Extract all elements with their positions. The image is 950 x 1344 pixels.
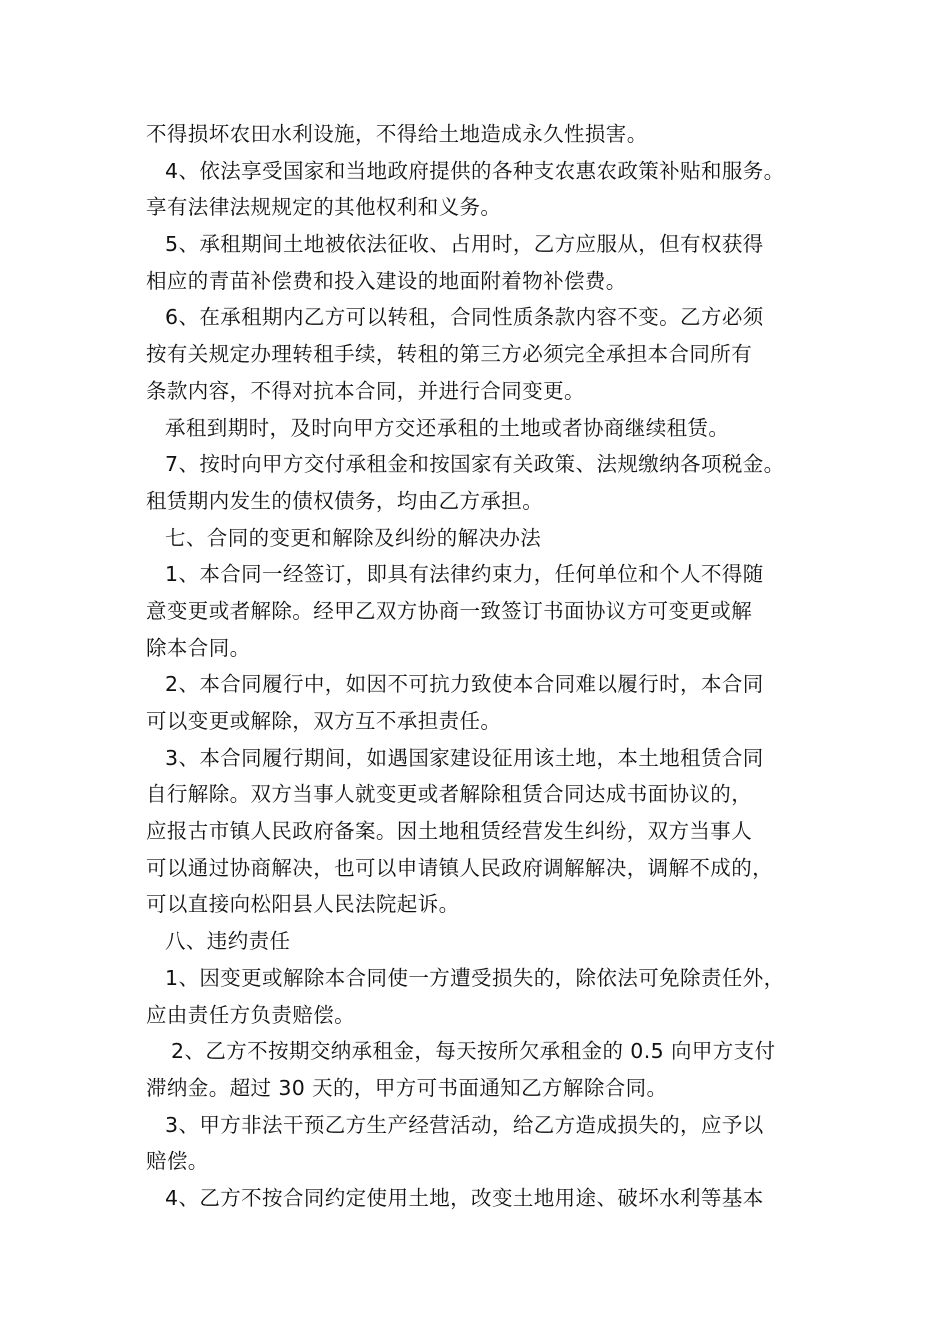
text-line: 3、甲方非法干预乙方生产经营活动，给乙方造成损失的，应予以 (165, 1112, 764, 1137)
text-line: 享有法律法规规定的其他权利和义务。 (146, 195, 502, 220)
text-line: 3、本合同履行期间，如遇国家建设征用该土地，本土地租赁合同 (165, 745, 764, 770)
text-line: 4、乙方不按合同约定使用土地，改变土地用途、破坏水利等基本 (165, 1185, 764, 1210)
text-line: 2、乙方不按期交纳承租金，每天按所欠承租金的 0.5 向甲方支付 (171, 1039, 776, 1064)
text-line: 可以直接向松阳县人民法院起诉。 (146, 892, 460, 917)
text-line: 4、依法享受国家和当地政府提供的各种支农惠农政策补贴和服务。 (165, 158, 785, 183)
text-line: 相应的青苗补偿费和投入建设的地面附着物补偿费。 (146, 268, 627, 293)
text-line: 除本合同。 (146, 635, 251, 660)
text-line: 2、本合同履行中，如因不可抗力致使本合同难以履行时，本合同 (165, 672, 764, 697)
text-line: 应报古市镇人民政府备案。因土地租赁经营发生纠纷，双方当事人 (146, 819, 753, 844)
text-line: 条款内容，不得对抗本合同，并进行合同变更。 (146, 378, 585, 403)
text-line: 租赁期内发生的债权债务，均由乙方承担。 (146, 488, 544, 513)
text-line: 自行解除。双方当事人就变更或者解除租赁合同达成书面协议的， (146, 782, 753, 807)
text-line: 可以通过协商解决，也可以申请镇人民政府调解解决，调解不成的， (146, 855, 773, 880)
text-line: 意变更或者解除。经甲乙双方协商一致签订书面协议方可变更或解 (146, 598, 753, 623)
text-line: 应由责任方负责赔偿。 (146, 1002, 355, 1027)
text-line: 赔偿。 (146, 1149, 209, 1174)
text-line: 7、按时向甲方交付承租金和按国家有关政策、法规缴纳各项税金。 (165, 452, 785, 477)
text-line: 1、本合同一经签订，即具有法律约束力，任何单位和个人不得随 (165, 562, 764, 587)
text-line: 1、因变更或解除本合同使一方遭受损失的，除依法可免除责任外， (165, 965, 785, 990)
section-heading: 八、违约责任 (165, 929, 291, 954)
document-page (146, 116, 818, 1217)
section-heading: 七、合同的变更和解除及纠纷的解决办法 (165, 525, 542, 550)
text-line: 6、在承租期内乙方可以转租，合同性质条款内容不变。乙方必须 (165, 305, 764, 330)
text-line: 按有关规定办理转租手续，转租的第三方必须完全承担本合同所有 (146, 342, 753, 367)
text-line: 5、承租期间土地被依法征收、占用时，乙方应服从，但有权获得 (165, 232, 764, 257)
text-line: 滞纳金。超过 30 天的，甲方可书面通知乙方解除合同。 (146, 1075, 668, 1100)
text-line: 承租到期时，及时向甲方交还承租的土地或者协商继续租赁。 (165, 415, 730, 440)
text-line: 不得损坏农田水利设施，不得给土地造成永久性损害。 (146, 122, 648, 146)
text-line: 可以变更或解除，双方互不承担责任。 (146, 709, 502, 733)
